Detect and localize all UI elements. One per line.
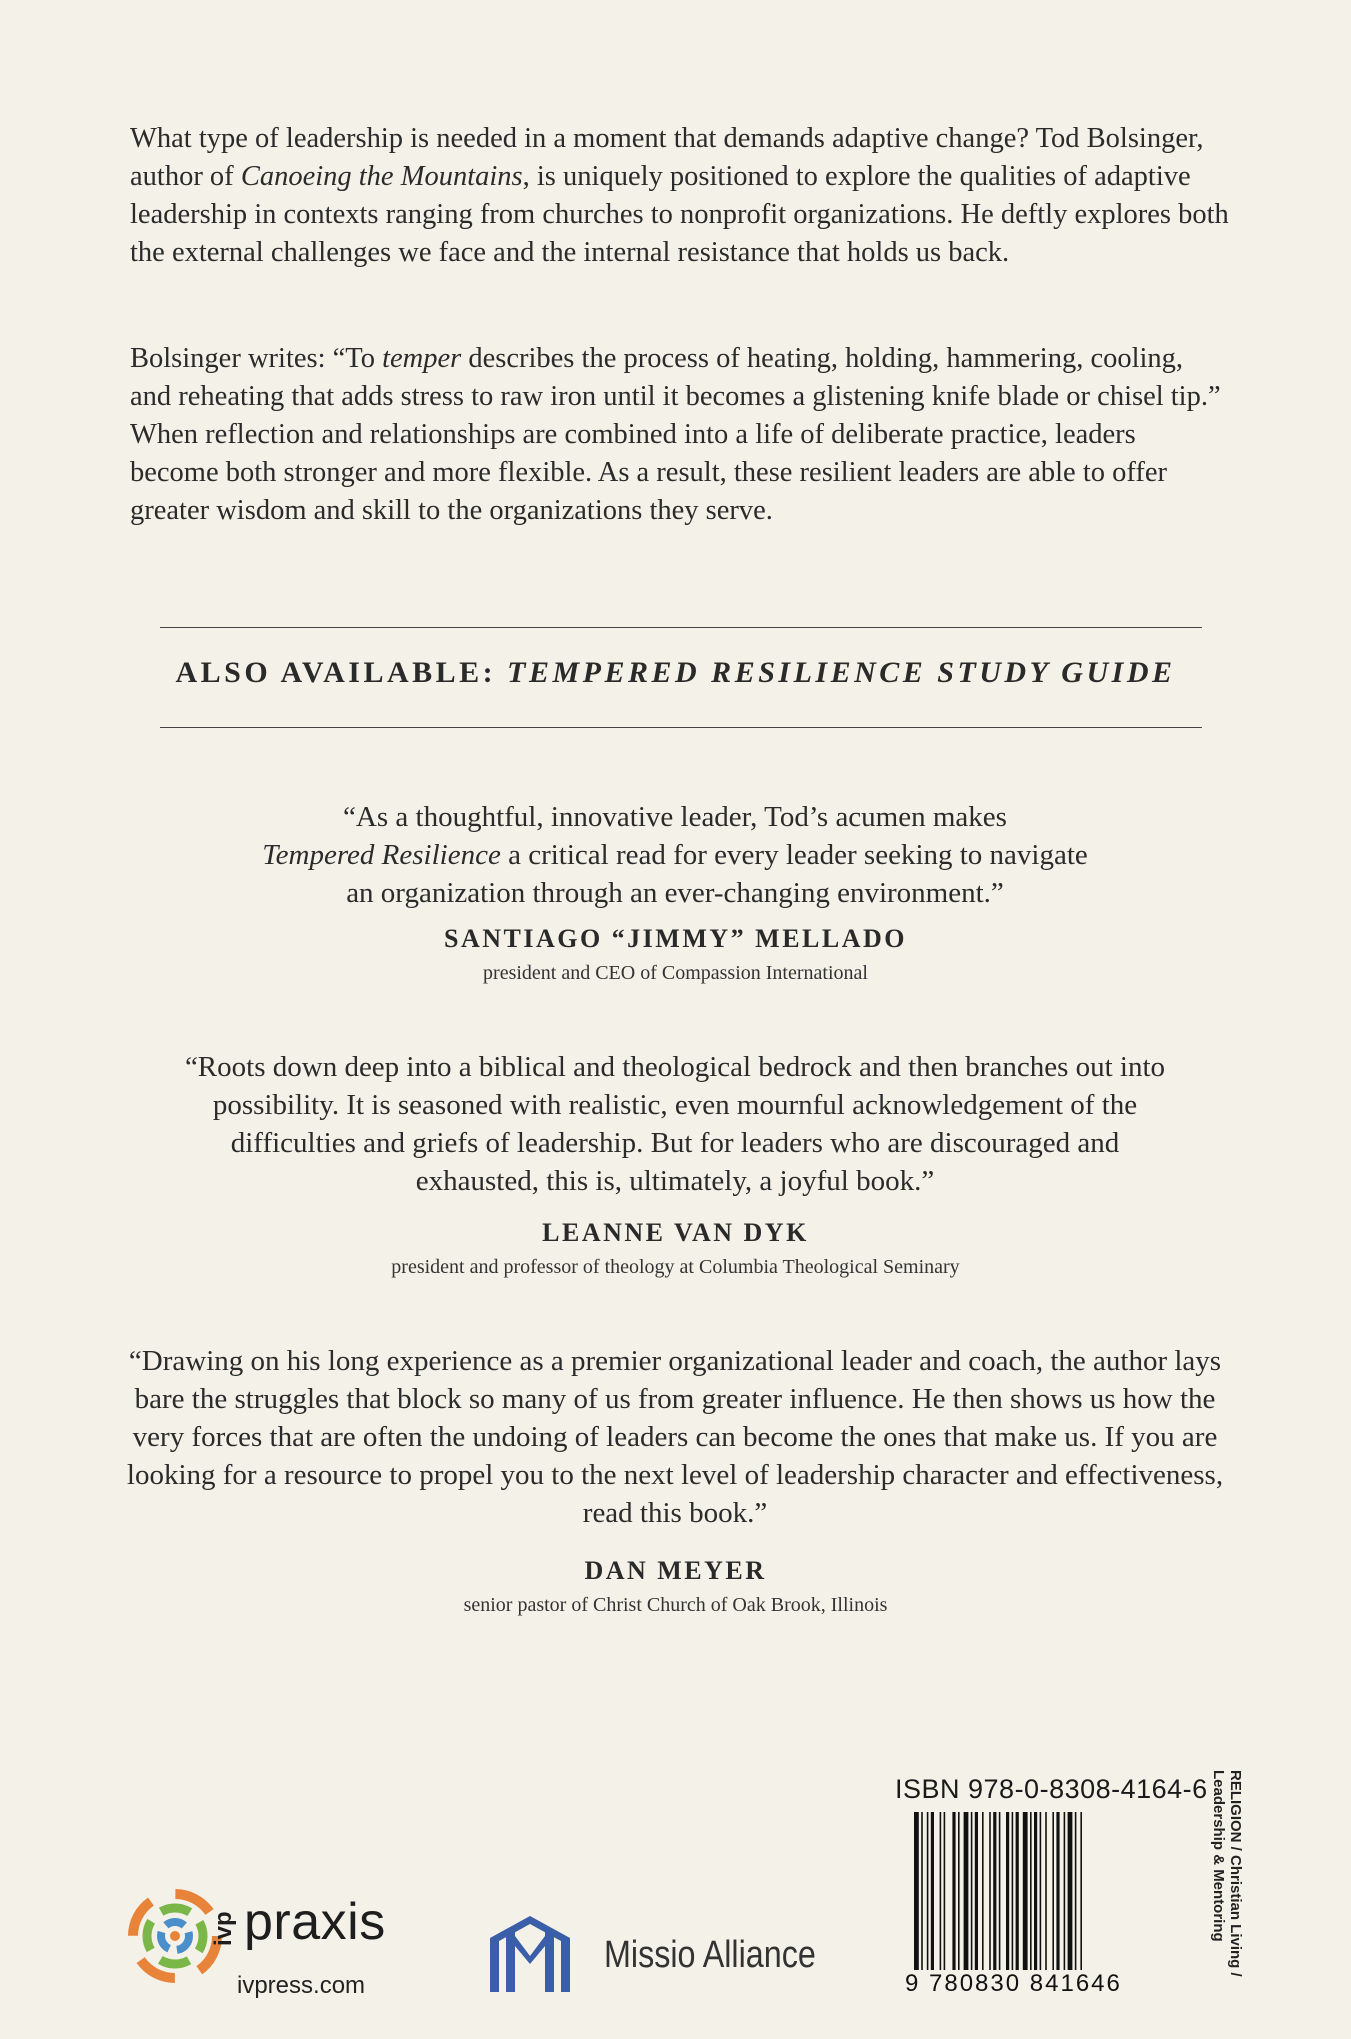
barcode-bar (921, 1812, 923, 1970)
barcode-bar (999, 1812, 1001, 1970)
barcode-bar (1006, 1812, 1009, 1970)
also-available-label: ALSO AVAILABLE: (175, 656, 508, 689)
description-p2-before: Bolsinger writes: “To (130, 343, 383, 374)
endorsement-1-line-2-rest: a critical read for every leader seeking to navigate (500, 839, 1088, 871)
barcode-bar (971, 1812, 973, 1970)
barcode-bar (940, 1812, 942, 1970)
bottom-divider (160, 727, 1202, 728)
description-p1-after: , is uniquely positioned to explore the qualities of adaptive leadership in contexts ranging from churches to nonprofit organizations. He deftly explores both the external challenges we face and the internal resistance that holds us back. (130, 161, 1229, 268)
category-text: RELIGION / Christian Living / Leadership & Mentoring (1210, 1770, 1244, 1977)
barcode-bar (989, 1812, 991, 1970)
barcode-bar (1064, 1812, 1066, 1970)
barcode-bar (1040, 1812, 1042, 1970)
isbn-text: ISBN 978-0-8308-4164-6 (895, 1774, 1208, 1804)
endorser-role-2: president and professor of theology at Columbia Theological Seminary (391, 1256, 960, 1278)
endorsement-quote-1 (110, 798, 1240, 912)
praxis-wordmark: praxis (244, 1893, 386, 1951)
barcode-bar (982, 1812, 984, 1970)
endorser-role-1: president and CEO of Compassion International (483, 962, 868, 984)
publisher-url: ivpress.com (237, 1972, 366, 1999)
barcode-bar (927, 1812, 929, 1970)
description-p2-after: describes the process of heating, holding, hammering, cooling, and reheating that adds stress to raw iron until it becomes a glistening knife blade or chisel tip.” When reflection and relationships are combined into a life of deliberate practice, leaders become both stronger and more flexible. As a result, these resilient leaders are able to offer greater wisdom and skill to the organizations they serve. (130, 343, 1221, 526)
top-divider (160, 627, 1202, 628)
barcode-graphic (910, 1812, 1160, 1972)
barcode-bar (1012, 1812, 1014, 1970)
barcode-bar (975, 1812, 978, 1970)
barcode-bar (914, 1812, 919, 1970)
bisac-category (1208, 1770, 1244, 2010)
barcode-bar (993, 1812, 996, 1970)
endorsement-quote-3: “Drawing on his long experience as a premier organizational leader and coach, the author lays bare the struggles that block so many of us from greater influence. He then shows us how the very forces that are often the undoing of leaders can become the ones that make us. If you are looking for a resource to propel you to the next level of leadership character and effectiveness, read this book.” (126, 1345, 1224, 1529)
endorsement-1-line-1: “As a thoughtful, innovative leader, Tod’s acumen makes (343, 801, 1007, 833)
study-guide-title: TEMPERED RESILIENCE STUDY GUIDE (507, 656, 1176, 689)
barcode-bar (1056, 1812, 1059, 1970)
barcode-bar (1016, 1812, 1019, 1970)
temper-word: temper (382, 343, 462, 374)
endorser-name-3: DAN MEYER (584, 1556, 767, 1585)
endorser-name-2: LEANNE VAN DYK (542, 1218, 809, 1247)
endorsement-1-line-3: an organization through an ever-changing environment.” (346, 877, 1004, 909)
barcode-digits: 9 780830 841646 (905, 1970, 1122, 1997)
barcode-bar (1080, 1812, 1082, 1970)
description-paragraph-2 (130, 340, 1230, 530)
description-paragraph-1 (130, 120, 1230, 272)
endorser-name-1: SANTIAGO “JIMMY” MELLADO (443, 924, 907, 953)
barcode-bar (1075, 1812, 1077, 1970)
canoeing-title: Canoeing the Mountains (240, 161, 523, 192)
ivp-mark (210, 1896, 236, 1956)
barcode-bar (1034, 1812, 1037, 1970)
barcode-bar (952, 1812, 955, 1970)
missio-alliance-logo-icon (486, 1916, 574, 1994)
endorser-role-3: senior pastor of Christ Church of Oak Brook, Illinois (463, 1594, 888, 1616)
barcode-bar (1052, 1812, 1054, 1970)
endorsement-quote-2: “Roots down deep into a biblical and theological bedrock and then branches out into possibility. It is seasoned with realistic, even mournful acknowledgement of the difficulties and griefs of leadership. But for leaders who are discouraged and exhausted, this is, ultimately, a joyful book.” (184, 1051, 1166, 1197)
missio-alliance-wordmark: Missio Alliance (604, 1934, 816, 1976)
endorsement-1-line-2 (110, 836, 1240, 874)
description-p1-before: What type of leadership is needed in a moment that demands adaptive change? Tod Bolsinger, author of (130, 123, 1204, 192)
barcode-bar (958, 1812, 960, 1970)
barcode-bar (944, 1812, 946, 1970)
tempered-resilience-title: Tempered Resilience (262, 839, 501, 871)
barcode-bar (964, 1812, 969, 1970)
ivp-text: ivp (210, 1911, 237, 1946)
barcode-bar (1023, 1812, 1028, 1970)
barcode-bar (1030, 1812, 1032, 1970)
barcode-bar (1045, 1812, 1047, 1970)
barcode-bar (931, 1812, 934, 1970)
also-available-banner (0, 656, 1351, 690)
barcode-bar (1068, 1812, 1073, 1970)
